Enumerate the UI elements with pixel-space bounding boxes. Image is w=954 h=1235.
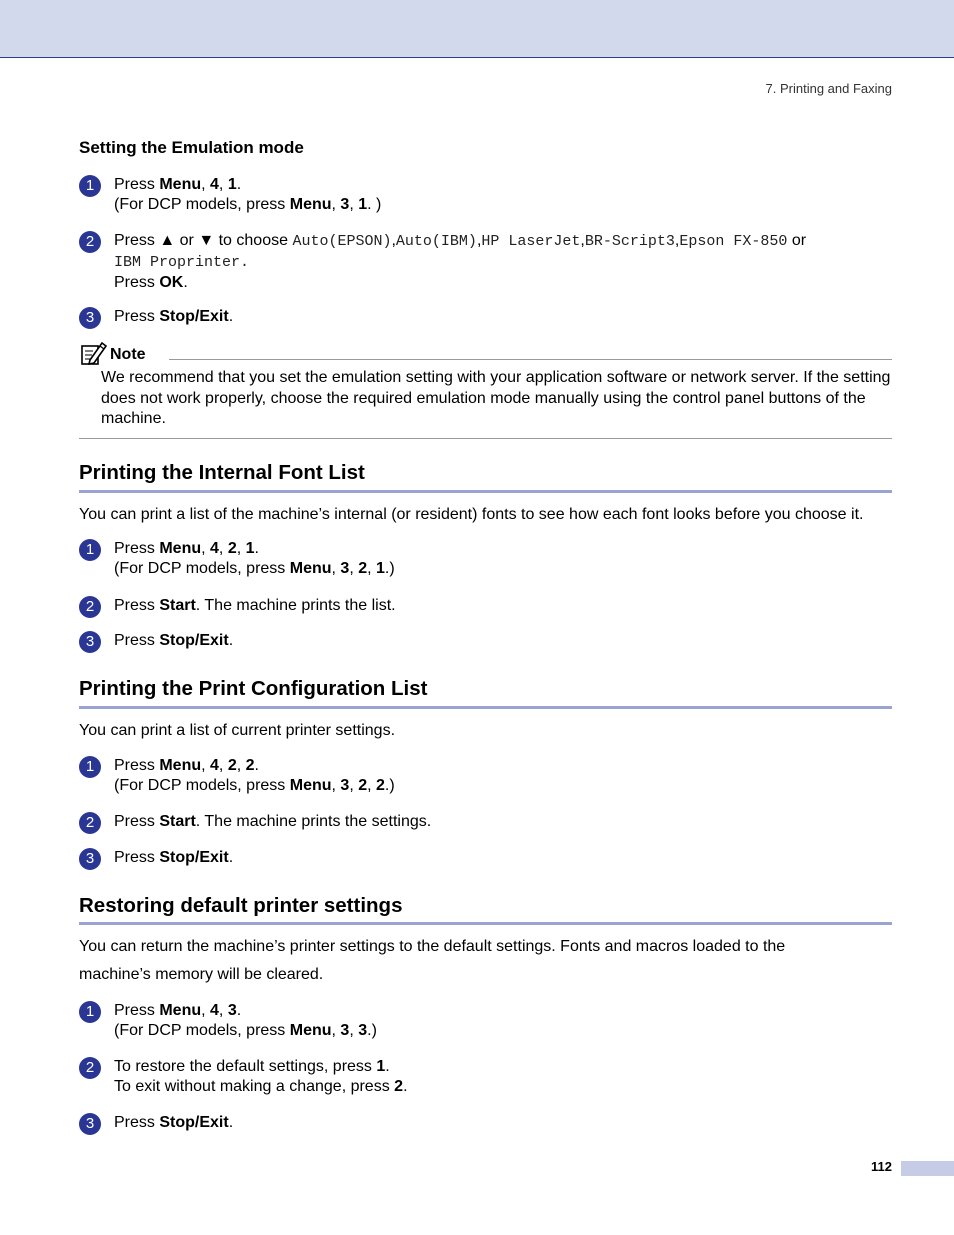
restore-intro-line-1: You can return the machine’s printer settings to the default settings. Fonts and macros loaded to the bbox=[79, 938, 786, 955]
step-text: Press Stop/Exit. bbox=[114, 308, 234, 325]
step-number: 3 bbox=[79, 307, 101, 329]
page-tab bbox=[901, 1161, 954, 1176]
note-label: Note bbox=[110, 346, 146, 363]
option-br-script3: BR-Script3 bbox=[584, 233, 675, 250]
step-text: Press Menu, 4, 1. (For DCP models, press Menu, 3, 1. ) bbox=[114, 176, 382, 213]
section-heading-emulation: Setting the Emulation mode bbox=[79, 138, 304, 157]
step-text: Press Stop/Exit. bbox=[114, 1114, 234, 1131]
step-number: 2 bbox=[79, 812, 101, 834]
option-auto-epson: Auto(EPSON) bbox=[292, 233, 392, 250]
step-text: Press Start. The machine prints the settings. bbox=[114, 813, 432, 830]
font-list-intro: You can print a list of the machine’s internal (or resident) fonts to see how each font looks before you choose it. bbox=[79, 506, 864, 523]
step-text: Press Menu, 4, 2, 1. (For DCP models, press Menu, 3, 2, 1.) bbox=[114, 540, 395, 577]
step-text: Press Start. The machine prints the list. bbox=[114, 597, 396, 614]
note-pencil-icon bbox=[80, 340, 108, 366]
step-text: Press Menu, 4, 3. (For DCP models, press Menu, 3, 3.) bbox=[114, 1002, 377, 1039]
page-number: 112 bbox=[871, 1159, 892, 1174]
option-epson-fx850: Epson FX-850 bbox=[679, 233, 788, 250]
step-text: Press ▲ or ▼ to choose Auto(EPSON),Auto(IBM),HP LaserJet,BR-Script3,Epson FX-850 or IBM Proprinter. Press OK. bbox=[114, 232, 807, 291]
config-list-intro: You can print a list of current printer settings. bbox=[79, 722, 396, 739]
header-band bbox=[0, 0, 954, 58]
note-text: We recommend that you set the emulation setting with your application software or network server. If the setting does not work properly, choose the required emulation mode manually using the control panel buttons of the machine. bbox=[101, 369, 891, 427]
section-heading-font-list: Printing the Internal Font List bbox=[79, 461, 365, 484]
section-heading-restore: Restoring default printer settings bbox=[79, 894, 403, 917]
option-ibm-proprinter: IBM Proprinter. bbox=[114, 254, 250, 271]
step-number: 3 bbox=[79, 1113, 101, 1135]
step-text: Press Stop/Exit. bbox=[114, 849, 234, 866]
option-hp-laserjet: HP LaserJet bbox=[481, 233, 581, 250]
up-arrow-icon: ▲ bbox=[159, 232, 176, 249]
step-number: 1 bbox=[79, 175, 101, 197]
step-text: Press Menu, 4, 2, 2. (For DCP models, press Menu, 3, 2, 2.) bbox=[114, 757, 395, 794]
note-divider bbox=[169, 359, 892, 360]
step-number: 2 bbox=[79, 231, 101, 253]
heading-rule bbox=[79, 706, 892, 709]
step-number: 2 bbox=[79, 596, 101, 618]
down-arrow-icon: ▼ bbox=[198, 232, 215, 249]
heading-rule bbox=[79, 490, 892, 493]
restore-intro-line-2: machine’s memory will be cleared. bbox=[79, 966, 324, 983]
step-number: 1 bbox=[79, 539, 101, 561]
step-number: 1 bbox=[79, 756, 101, 778]
step-number: 1 bbox=[79, 1001, 101, 1023]
step-number: 3 bbox=[79, 631, 101, 653]
section-heading-config-list: Printing the Print Configuration List bbox=[79, 677, 428, 700]
step-number: 2 bbox=[79, 1057, 101, 1079]
step-number: 3 bbox=[79, 848, 101, 870]
step-text: Press Stop/Exit. bbox=[114, 632, 234, 649]
step-text: To restore the default settings, press 1. To exit without making a change, press 2. bbox=[114, 1058, 408, 1095]
option-auto-ibm: Auto(IBM) bbox=[395, 233, 477, 250]
heading-rule bbox=[79, 922, 892, 925]
note-bottom-divider bbox=[79, 438, 892, 439]
running-head: 7. Printing and Faxing bbox=[765, 81, 892, 96]
